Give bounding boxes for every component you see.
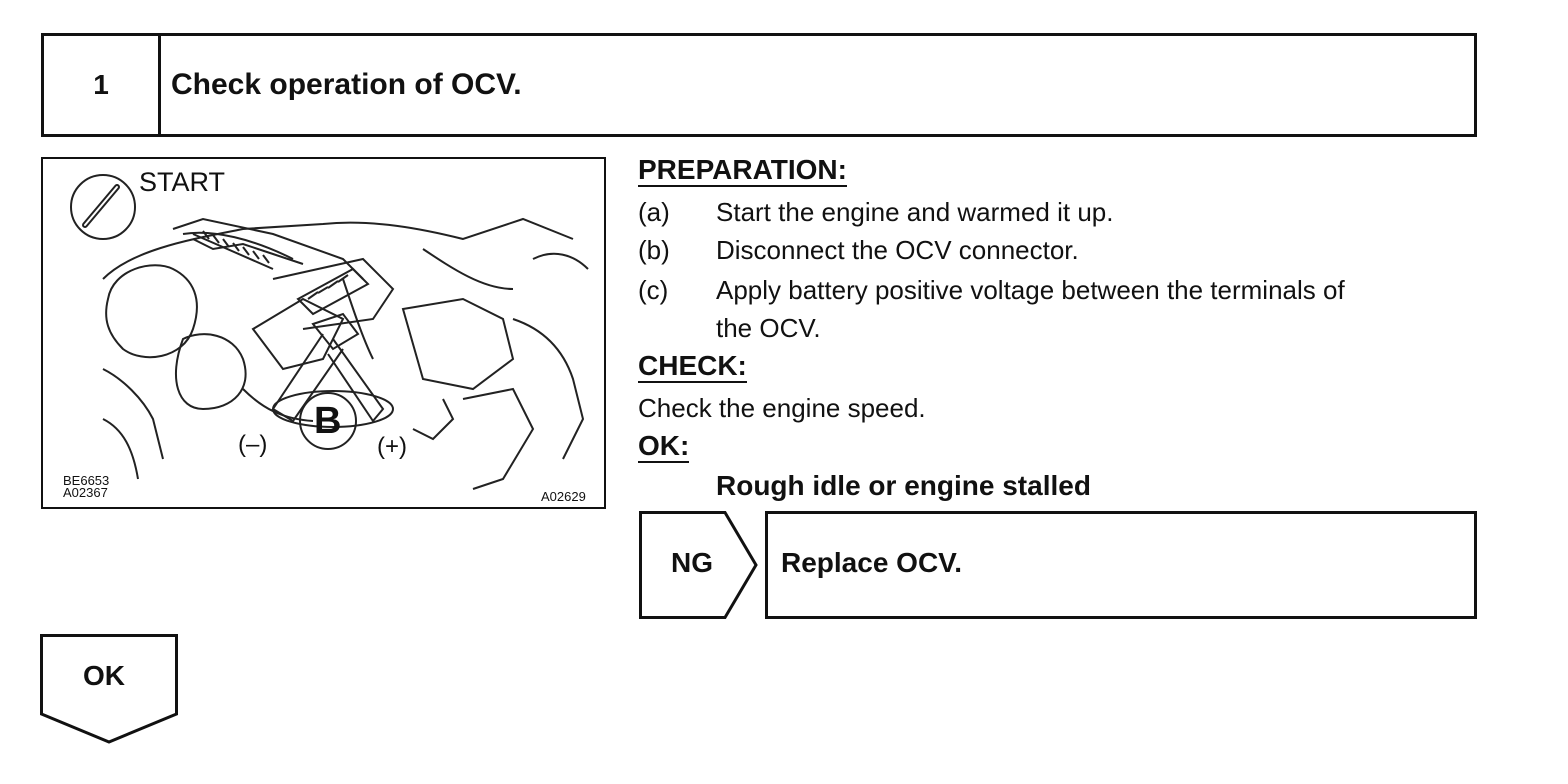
step-letter-c: (c) xyxy=(638,275,669,305)
ok-arrow xyxy=(40,634,178,744)
connector-b-label: B xyxy=(314,400,342,442)
figure-code-left xyxy=(63,475,109,499)
step-number: 1 xyxy=(44,36,161,134)
preparation-heading: PREPARATION: xyxy=(638,154,847,185)
ok-arrow-label: OK xyxy=(83,660,125,691)
figure-code-right: A02629 xyxy=(541,489,586,504)
check-heading: CHECK: xyxy=(638,350,747,381)
step-text-a: Start the engine and warmed it up. xyxy=(716,197,1114,227)
step-title: Check operation of OCV. xyxy=(171,68,522,101)
figure-code-2: A02367 xyxy=(63,485,108,500)
ignition-key-icon xyxy=(71,175,135,239)
figure-code-1: BE6653 xyxy=(63,473,110,488)
step-letter-b: (b) xyxy=(638,235,670,265)
ng-box-outline xyxy=(639,511,1477,619)
check-text: Check the engine speed. xyxy=(638,393,926,423)
negative-terminal-label: (–) xyxy=(238,431,268,458)
positive-terminal-label: (+) xyxy=(377,433,407,460)
ok-heading: OK: xyxy=(638,430,690,461)
step-letter-a: (a) xyxy=(638,197,670,227)
step-text-b: Disconnect the OCV connector. xyxy=(716,235,1079,265)
step-text-c-line1: Apply battery positive voltage between the terminals of xyxy=(716,275,1345,305)
step-text-c-line2: the OCV. xyxy=(716,313,821,343)
ok-result: Rough idle or engine stalled xyxy=(716,470,1091,501)
ng-label: NG xyxy=(671,547,713,578)
engine-drawing xyxy=(43,159,606,509)
start-label: START xyxy=(139,167,226,197)
ng-action: Replace OCV. xyxy=(781,547,963,578)
step-header xyxy=(41,33,1477,137)
engine-illustration xyxy=(41,157,606,509)
ng-box xyxy=(639,511,1477,619)
